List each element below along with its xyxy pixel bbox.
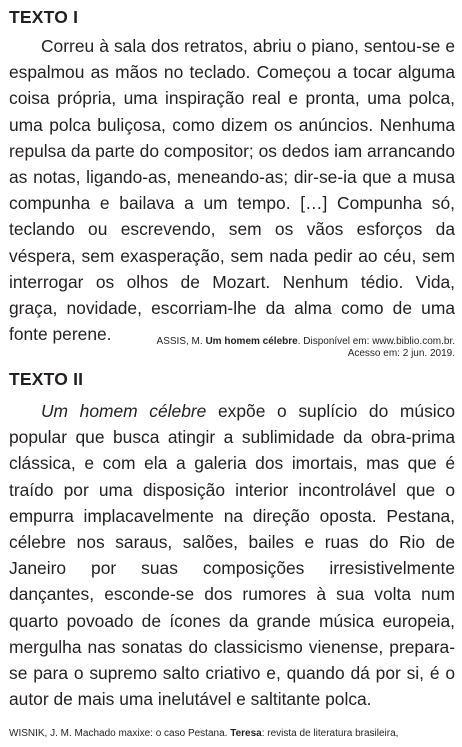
texto-2-italic-title: Um homem célebre	[41, 401, 207, 421]
texto-2-body	[9, 398, 455, 712]
texto-1-citation-line-1	[9, 336, 455, 348]
texto-2-paragraph-text: expõe o suplício do músico popular que busca atingir a sublimidade da obra-prima clássica, e com ela a galeria dos imortais, mas que é traído por uma disposição interior incontrolável que o empurra implacavelmente na direção oposta. Pestana, célebre nos saraus, salões, bailes e ruas do Rio de Janeiro por suas composições irresistivelmente dançantes, esconde-se dos rumores à sua volta num quarto povoado de ícones da grande música europeia, mergulha nas sonatas do classicismo vienense, prepara-se para o supremo salto criativo e, quando dá por si, é o autor de mais uma inelutável e saltitante polca.	[9, 401, 455, 710]
citation-2-journal: Teresa	[230, 728, 262, 739]
texto-2-heading: TEXTO II	[9, 369, 84, 389]
texto-2-citation	[9, 728, 455, 740]
citation-2-author: WISNIK, J. M. Machado maxixe: o caso Pestana.	[9, 728, 231, 739]
texto-2-paragraph	[9, 398, 455, 712]
citation-author: ASSIS, M.	[156, 336, 203, 347]
citation-title: Um homem célebre	[205, 336, 298, 347]
texto-1-heading: TEXTO I	[9, 7, 79, 27]
citation-2-rest: : revista de literatura brasileira,	[261, 728, 399, 739]
texto-1-body	[9, 33, 455, 347]
texto-1-citation	[9, 336, 455, 359]
texto-1-paragraph: Correu à sala dos retratos, abriu o piano, sentou-se e espalmou as mãos no teclado. Começou a tocar alguma coisa própria, uma inspiração real e pronta, uma polca, uma polca buliçosa, como dizem os anúncios. Nenhuma repulsa da parte do compositor; os dedos iam arrancando as notas, ligando-as, meneando-as; dir-se-ia que a musa compunha e bailava a um tempo. […] Compunha só, teclando ou escrevendo, sem os vãos esforços da véspera, sem exasperação, sem nada pedir ao céu, sem interrogar os olhos de Mozart. Nenhum tédio. Vida, graça, novidade, escorriam-lhe da alma como de uma fonte perene.	[9, 36, 455, 345]
texto-1-citation-access: Acesso em: 2 jun. 2019.	[347, 347, 455, 359]
citation-source: . Disponível em: www.biblio.com.br.	[297, 336, 455, 347]
